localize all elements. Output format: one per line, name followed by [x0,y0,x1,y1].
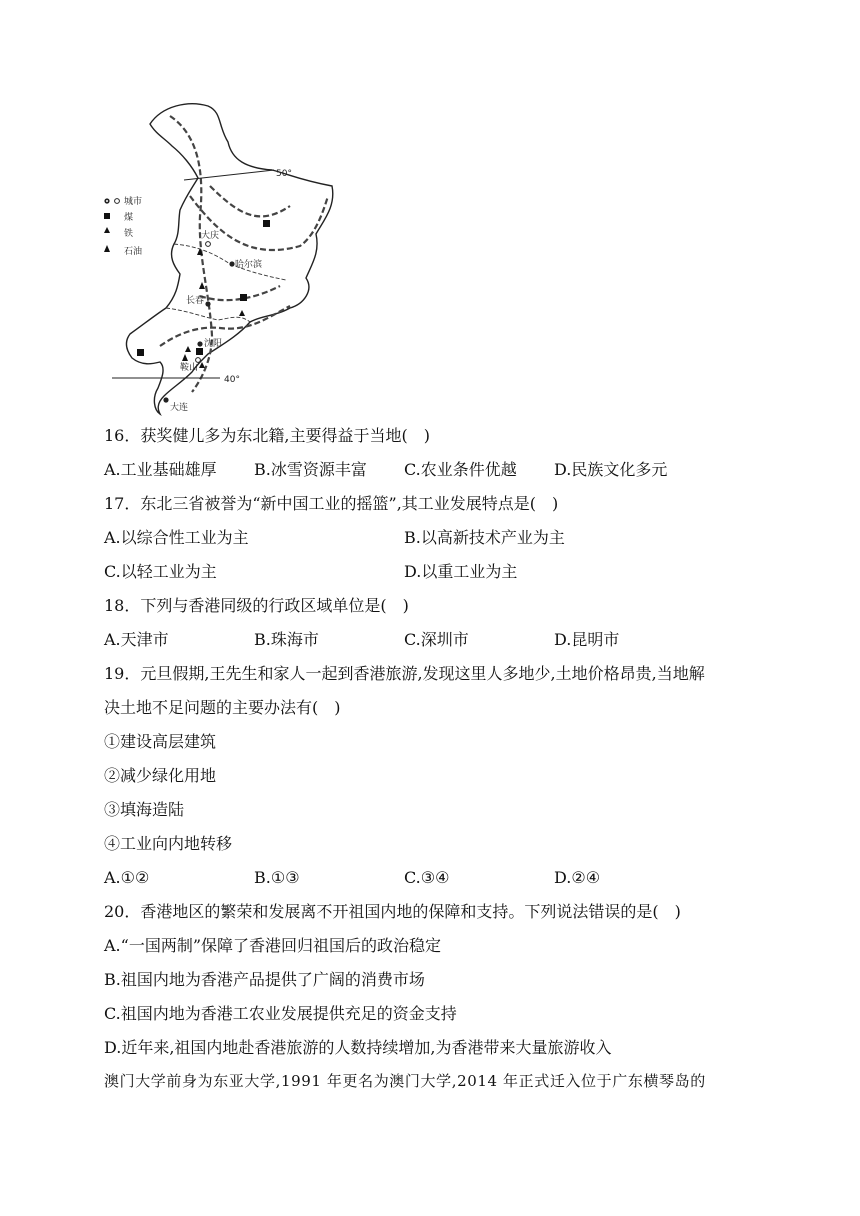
province-boundary [166,308,250,322]
q16-option-b[interactable]: B.冰雪资源丰富 [254,460,367,479]
city-anshan-marker [196,358,201,363]
railway-line [160,306,290,346]
coal-symbol [240,294,247,301]
oil-symbol [182,354,188,361]
q20-option-d[interactable]: D.近年来,祖国内地赴香港旅游的人数持续增加,为香港带来大量旅游收入 [104,1038,612,1057]
legend-city-label: 城市 [124,197,143,207]
q19-item-2: ②减少绿化用地 [104,766,217,785]
legend-coal-label: 煤 [124,213,134,223]
q19-option-b[interactable]: B.①③ [254,868,300,887]
q18-option-b[interactable]: B.珠海市 [254,630,319,649]
city-daqing-label: 大庆 [201,231,220,241]
railway-line [190,196,328,250]
q19-item-3: ③填海造陆 [104,800,185,819]
railway-line [170,116,212,392]
q19-item-4: ④工业向内地转移 [104,834,233,853]
q16-option-c[interactable]: C.农业条件优越 [404,460,517,479]
legend-iron-label: 铁 [124,229,134,239]
q17-option-b[interactable]: B.以高新技术产业为主 [404,528,565,547]
q19-option-c[interactable]: C.③④ [404,868,450,887]
city-changchun-label: 长春 [186,296,205,306]
q18-option-a[interactable]: A.天津市 [104,630,169,649]
coal-symbol [104,213,110,219]
city-dalian-marker [163,397,168,402]
city-changchun-marker [205,301,210,306]
city-harbin-marker [229,261,234,266]
city-shenyang-marker [197,341,202,346]
latitude-50-label: 50° [276,169,292,179]
legend-oil-label: 石油 [124,247,143,257]
question-19-stem-line1: 19．元旦假期,王先生和家人一起到香港旅游,发现这里人多地少,土地价格昂贵,当地解 [104,664,705,683]
iron-symbol [104,227,110,233]
city-shenyang-label: 沈阳 [204,339,223,349]
q20-option-b[interactable]: B.祖国内地为香港产品提供了广阔的消费市场 [104,970,425,989]
city-dalian-label: 大连 [170,403,189,413]
coal-symbol [137,349,144,356]
question-20-stem: 20．香港地区的繁荣和发展离不开祖国内地的保障和支持。下列说法错误的是( ) [104,902,681,921]
northeast-china-map [100,96,360,422]
iron-symbol [185,346,191,352]
macau-passage-text: 澳门大学前身为东亚大学,1991 年更名为澳门大学,2014 年正式迁入位于广东横琴岛的 [104,1072,706,1090]
question-18-stem: 18．下列与香港同级的行政区域单位是( ) [104,596,409,615]
coal-symbol [263,220,270,227]
map-graphic [100,96,360,422]
city-anshan-label: 鞍山 [180,363,199,373]
q17-option-a[interactable]: A.以综合性工业为主 [104,528,249,547]
q17-option-d[interactable]: D.以重工业为主 [404,562,518,581]
city-symbol [115,199,120,204]
question-16-stem: 16．获奖健儿多为东北籍,主要得益于当地( ) [104,426,430,445]
q18-option-d[interactable]: D.昆明市 [554,630,620,649]
latitude-50-line [184,170,274,180]
q20-option-c[interactable]: C.祖国内地为香港工农业发展提供充足的资金支持 [104,1004,457,1023]
latitude-40-label: 40° [224,375,240,385]
oil-symbol [199,282,205,289]
question-17-stem: 17．东北三省被誉为“新中国工业的摇篮”,其工业发展特点是( ) [104,494,559,513]
railway-line [210,186,290,216]
oil-symbol [104,245,110,252]
q20-option-a[interactable]: A.“一国两制”保障了香港回归祖国后的政治稳定 [104,936,442,955]
city-daqing-marker [206,242,211,247]
q19-option-a[interactable]: A.①② [104,868,150,887]
coal-symbol [196,348,203,355]
q17-option-c[interactable]: C.以轻工业为主 [104,562,217,581]
q19-option-d[interactable]: D.②④ [554,868,601,887]
iron-symbol [239,310,245,316]
q18-option-c[interactable]: C.深圳市 [404,630,469,649]
q16-option-a[interactable]: A.工业基础雄厚 [104,460,217,479]
region-outline [126,104,332,414]
q19-item-1: ①建设高层建筑 [104,732,217,751]
q16-option-d[interactable]: D.民族文化多元 [554,460,668,479]
city-harbin-label: 哈尔滨 [235,260,263,270]
question-19-stem-line2: 决土地不足问题的主要办法有( ) [104,698,341,717]
